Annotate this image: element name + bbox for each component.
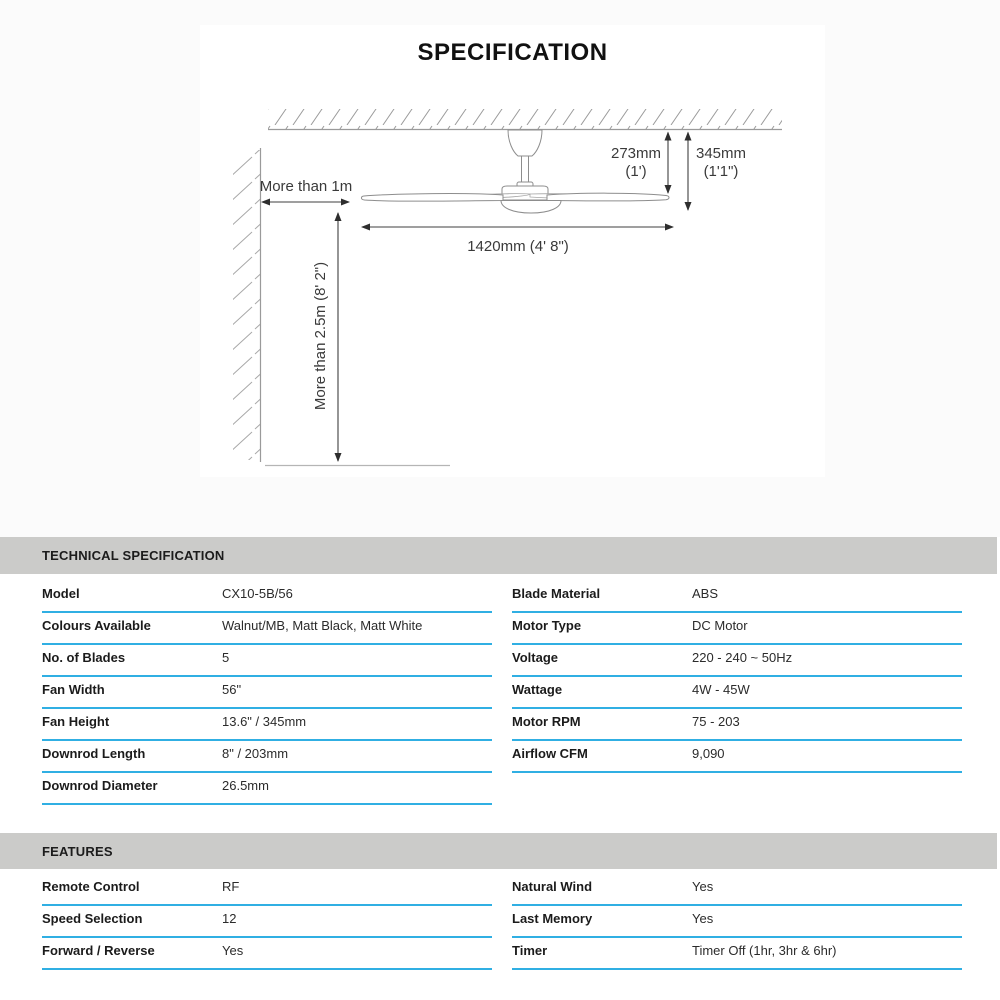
spec-label: Blade Material bbox=[512, 586, 601, 601]
table-row bbox=[42, 645, 492, 677]
features-header-bar bbox=[0, 833, 997, 869]
table-row bbox=[42, 613, 492, 645]
feature-label: Natural Wind bbox=[512, 879, 593, 894]
spec-value: 26.5mm bbox=[222, 778, 269, 793]
spec-value: 56" bbox=[222, 682, 242, 697]
technical-spec-left-column bbox=[42, 581, 492, 805]
table-row bbox=[512, 741, 962, 773]
ceiling-fan-dimension-diagram bbox=[200, 105, 825, 477]
spec-value: 75 - 203 bbox=[692, 714, 740, 729]
spec-value: DC Motor bbox=[692, 618, 748, 633]
fan-blade-right bbox=[547, 193, 669, 201]
feature-value: Yes bbox=[692, 911, 714, 926]
features-heading: FEATURES bbox=[42, 843, 113, 859]
table-row bbox=[42, 906, 492, 938]
table-row bbox=[512, 581, 962, 613]
spec-label: Fan Width bbox=[42, 682, 105, 697]
ceiling-fan-drawing bbox=[361, 130, 669, 213]
technical-specification-header-bar bbox=[0, 537, 997, 574]
fan-bottom-cover bbox=[501, 201, 561, 214]
spec-label: Fan Height bbox=[42, 714, 110, 729]
dim-ceiling-to-bottom-label: 345mm bbox=[695, 145, 747, 162]
specification-diagram-panel bbox=[200, 25, 825, 477]
wall-hatch bbox=[233, 148, 261, 462]
dim-ceiling-to-blade-feet-label: (1') bbox=[625, 163, 647, 180]
spec-label: Motor Type bbox=[512, 618, 582, 633]
table-row bbox=[42, 677, 492, 709]
feature-value: Yes bbox=[222, 943, 244, 958]
spec-value: CX10-5B/56 bbox=[222, 586, 293, 601]
table-row bbox=[42, 741, 492, 773]
table-row bbox=[42, 874, 492, 906]
ceiling-hatch bbox=[268, 109, 782, 130]
spec-value: 5 bbox=[222, 650, 230, 665]
spec-label: Voltage bbox=[512, 650, 558, 665]
dim-ceiling-to-blade-label: 273mm bbox=[610, 145, 662, 162]
page-title: SPECIFICATION bbox=[417, 39, 608, 66]
feature-label: Forward / Reverse bbox=[42, 943, 155, 958]
spec-label: Downrod Diameter bbox=[42, 778, 158, 793]
feature-value: 12 bbox=[222, 911, 237, 926]
table-row bbox=[42, 938, 492, 970]
spec-value: 220 - 240 ~ 50Hz bbox=[692, 650, 793, 665]
spec-value: 13.6" / 345mm bbox=[222, 714, 307, 729]
feature-label: Remote Control bbox=[42, 879, 140, 894]
table-row bbox=[512, 645, 962, 677]
spec-value: 8" / 203mm bbox=[222, 746, 289, 761]
technical-spec-right-column bbox=[512, 581, 962, 773]
features-left-column bbox=[42, 874, 492, 970]
features-right-column bbox=[512, 874, 962, 970]
table-row bbox=[512, 874, 962, 906]
spec-value: ABS bbox=[692, 586, 719, 601]
technical-specification-heading: TECHNICAL SPECIFICATION bbox=[42, 548, 225, 563]
feature-value: Yes bbox=[692, 879, 714, 894]
dim-wall-clearance-label: More than 1m bbox=[259, 178, 353, 195]
spec-value: Walnut/MB, Matt Black, Matt White bbox=[222, 618, 423, 633]
feature-value: RF bbox=[222, 879, 240, 894]
spec-label: Motor RPM bbox=[512, 714, 581, 729]
fan-blade-left bbox=[361, 194, 503, 202]
table-row bbox=[512, 613, 962, 645]
fan-canopy bbox=[508, 130, 542, 156]
table-row bbox=[512, 709, 962, 741]
table-row bbox=[42, 709, 492, 741]
spec-label: Airflow CFM bbox=[512, 746, 588, 761]
feature-value: Timer Off (1hr, 3hr & 6hr) bbox=[692, 943, 837, 958]
dim-ceiling-to-bottom-feet-label: (1'1") bbox=[703, 163, 739, 180]
spec-value: 4W - 45W bbox=[692, 682, 750, 697]
feature-label: Timer bbox=[512, 943, 548, 958]
table-row bbox=[42, 773, 492, 805]
spec-label: Colours Available bbox=[42, 618, 151, 633]
fan-downrod bbox=[522, 156, 529, 183]
spec-label: Wattage bbox=[512, 682, 563, 697]
feature-label: Speed Selection bbox=[42, 911, 143, 926]
dim-floor-clearance-label: More than 2.5m (8' 2") bbox=[312, 261, 329, 411]
feature-label: Last Memory bbox=[512, 911, 593, 926]
table-row bbox=[512, 677, 962, 709]
table-row bbox=[512, 906, 962, 938]
table-row bbox=[512, 938, 962, 970]
spec-label: Model bbox=[42, 586, 80, 601]
spec-value: 9,090 bbox=[692, 746, 725, 761]
table-row bbox=[42, 581, 492, 613]
dim-fan-width-label: 1420mm (4' 8") bbox=[467, 238, 569, 255]
spec-label: No. of Blades bbox=[42, 650, 126, 665]
spec-label: Downrod Length bbox=[42, 746, 146, 761]
